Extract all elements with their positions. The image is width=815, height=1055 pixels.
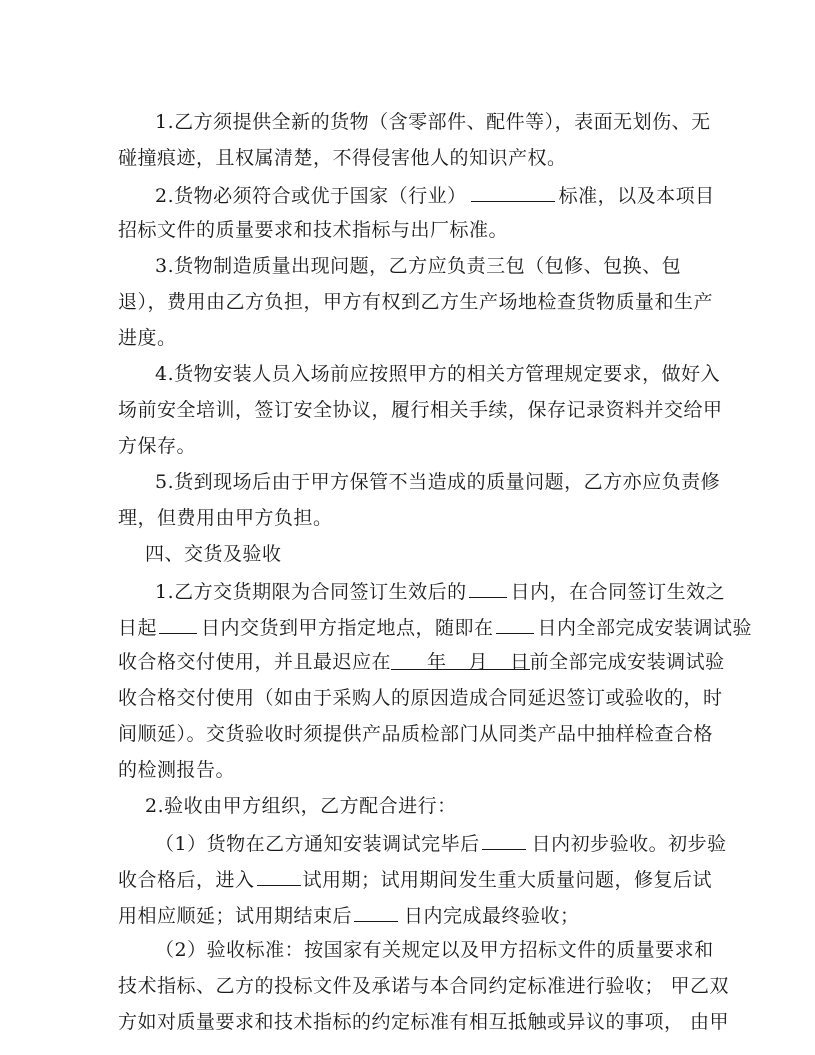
delivery-1-line-6: 的检测报告。 [118,759,236,781]
delivery-1-text-d: 日内交货到甲方指定地点，随即在 [201,617,494,639]
clause-4-line-2: 场前安全培训，签订安全协议，履行相关手续，保存记录资料并交给甲 [118,399,723,421]
clause-4-line-3: 方保存。 [118,435,197,457]
acceptance-2-line-1: （2）验收标准：按国家有关规定以及甲方招标文件的质量要求和 [155,939,714,961]
delivery-1-line-4: 收合格交付使用（如由于采购人的原因造成合同延迟签订或验收的，时 [118,687,723,709]
acceptance-1-text-a: （1）货物在乙方通知安装调试完毕后 [155,833,480,855]
clause-3-line-3: 进度。 [118,327,177,349]
acceptance-1-text-d: 试用期；试用期间发生重大质量问题，修复后试 [302,869,713,891]
acceptance-2-line-2: 技术指标、乙方的投标文件及承诺与本合同约定标准进行验收； 甲乙双 [118,975,730,997]
delivery-1-line-3 [118,650,725,674]
clause-2-line-2: 招标文件的质量要求和技术指标与出厂标准。 [118,219,509,241]
blank-days-1 [469,578,507,598]
delivery-1-line-5: 间顺延）。交货验收时须提供产品质检部门从同类产品中抽样检查合格 [118,723,714,745]
blank-final-days [354,902,398,922]
clause-2-line-1 [155,182,715,206]
delivery-1-text-b: 日内，在合同签订生效之 [510,581,726,603]
blank-initial-days [482,830,526,850]
date-year-label: 年 [427,651,447,673]
clause-3-line-2: 退），费用由乙方负担，甲方有权到乙方生产场地检查货物质量和生产 [118,291,714,313]
section-heading-delivery: 四、交货及验收 [145,543,282,565]
delivery-1-text-f: 收合格交付使用，并且最迟应在 [118,651,392,673]
date-day-label: 日 [510,651,530,673]
delivery-1-text-c: 日起 [118,617,158,639]
blank-trial-period [257,866,301,886]
clause-1-line-1: 1.乙方须提供全新的货物（含零部件、配件等），表面无划伤、无 [155,111,711,133]
clause-4-line-1: 4.货物安装人员入场前应按照甲方的相关方管理规定要求，做好入 [155,363,721,385]
delivery-2-line-1: 2.验收由甲方组织，乙方配合进行： [145,795,457,817]
acceptance-1-text-c: 收合格后，进入 [118,869,255,891]
acceptance-1-text-f: 日内完成最终验收； [404,905,580,927]
clause-2-text-a: 2.货物必须符合或优于国家（行业） [155,185,467,207]
delivery-1-text-a: 1.乙方交货期限为合同签订生效后的 [155,581,467,603]
delivery-1-text-e: 日内全部完成安装调试验 [537,617,753,639]
blank-date [391,650,530,673]
blank-days-3 [496,614,534,634]
acceptance-1-text-e: 用相应顺延；试用期结束后 [118,905,353,927]
blank-standard [471,182,555,202]
clause-2-text-b: 标准，以及本项目 [558,185,715,207]
acceptance-2-line-3: 方如对质量要求和技术指标的约定标准有相互抵触或异议的事项， 由甲 [118,1011,730,1033]
delivery-1-line-2 [118,614,752,638]
blank-days-2 [159,614,197,634]
clause-1-line-2: 碰撞痕迹，且权属清楚，不得侵害他人的知识产权。 [118,147,567,169]
date-month-label: 月 [468,651,489,673]
clause-3-line-1: 3.货物制造质量出现问题，乙方应负责三包（包修、包换、包 [155,255,682,277]
acceptance-1-text-b: 日内初步验收。初步验 [531,833,727,855]
clause-5-line-2: 理，但费用由甲方负担。 [118,507,333,529]
delivery-1-text-g: 前全部完成安装调试验 [529,651,725,673]
acceptance-1-line-3 [118,902,580,926]
delivery-1-line-1 [155,578,725,602]
acceptance-1-line-2 [118,866,712,890]
clause-5-line-1: 5.货到现场后由于甲方保管不当造成的质量问题，乙方亦应负责修 [155,471,721,493]
acceptance-1-line-1 [155,830,727,854]
